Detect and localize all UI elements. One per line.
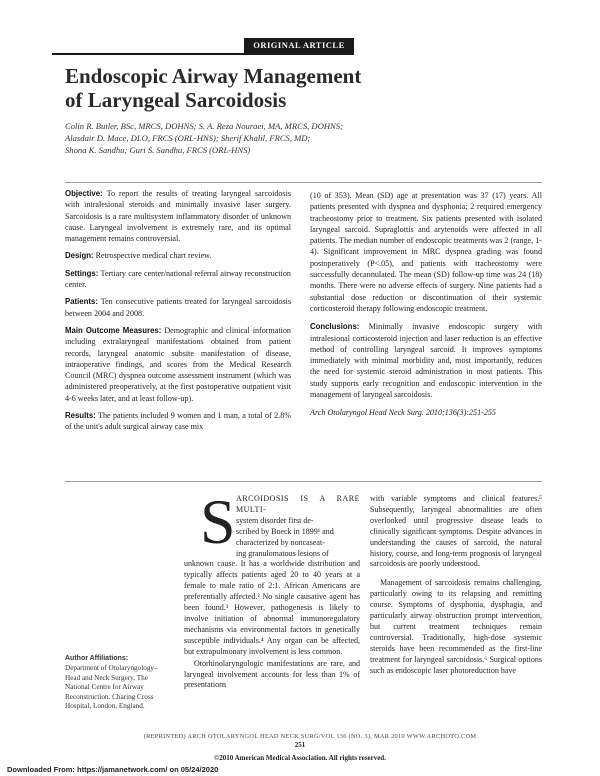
indent-line: system disorder first de- — [236, 515, 314, 525]
abstract-left-column — [65, 188, 291, 439]
title-line: of Laryngeal Sarcoidosis — [65, 88, 287, 112]
conclusions-label: Conclusions: — [310, 322, 360, 332]
objective-label: Objective: — [65, 189, 103, 198]
affiliation-line: Reconstruction, Charing Cross — [65, 692, 154, 701]
body-paragraph: Management of sarcoidosis remains challenging, particularly owing to its relapsing and remitting course. Symptoms of dysphonia, dysphagia, and particularly airway obstruction prompt intervention, but current treatment techniques remain controversial. Traditionally, high-dose systemic steroids have been recommended as the first-line treatment for laryngeal sarcoidosis.⁶ Surgical options such as endoscopic laser photoreduction have — [370, 578, 542, 675]
body-paragraph: Otorhinolaryngologic manifestations are rare, and laryngeal involvement accounts for less than 1% of presentations — [184, 658, 360, 690]
abstract-settings — [65, 268, 291, 291]
header-rule — [52, 53, 354, 55]
affiliation-line: Head and Neck Surgery, The — [65, 673, 148, 682]
abstract-top-rule — [65, 182, 542, 183]
abstract-right-column — [310, 190, 542, 419]
drop-cap: S — [200, 486, 236, 557]
lead-line: ARCOIDOSIS IS A RARE MULTI- — [236, 494, 360, 514]
results-label: Results: — [65, 411, 96, 421]
abstract-conclusions — [310, 321, 542, 400]
article-title — [65, 64, 485, 112]
running-footer: (REPRINTED) ARCH OTOLARYNGOL HEAD NECK SURG/VOL 136 (NO. 3), MAR 2010 WWW.ARCHOTO.COM — [143, 733, 477, 740]
affiliation-line: Hospital, London, England. — [65, 702, 145, 711]
settings-text: Tertiary care center/national referral airway reconstruction center. — [65, 268, 291, 290]
author-affiliations — [65, 654, 177, 711]
body-column-1 — [184, 494, 360, 691]
measures-text: Demographic and clinical information including extralaryngeal manifestations obtained from patient records, laryngeal anatomic subsite manifestation of disease, intraoperative findings, and scores from the Medical Research Council (MRC) dyspnea outcome assessment instrument (which was administered preoperatively, at the first postoperative outpatient visit 4-6 weeks later, and at least follow-up). — [65, 325, 291, 403]
citation: Arch Otolaryngol Head Neck Surg. 2010;136(3):251-255 — [310, 408, 496, 418]
affiliations-heading: Author Affiliations: — [65, 655, 129, 662]
copyright-notice: ©2010 American Medical Association. All rights reserved. — [214, 754, 386, 762]
author-line: Colin R. Butler, BSc, MRCS, DOHNS; S. A. Reza Nouraei, MA, MRCS, DOHNS; — [65, 121, 343, 131]
body-paragraph: with variable symptoms and clinical features.⁵ Subsequently, laryngeal abnormalities are often overlooked until progressive disease leads to clinically significant symptoms. Despite advances in understanding the causes of sarcoid, the natural history, course, and long-term prognosis of laryngeal sarcoidosis are poorly understood. — [370, 494, 542, 569]
author-list — [65, 120, 405, 157]
download-stamp: Downloaded From: https://jamanetwork.com/ on 05/24/2020 — [7, 765, 219, 774]
affiliation-line: National Centre for Airway — [65, 683, 144, 692]
measures-label: Main Outcome Measures: — [65, 325, 162, 335]
affiliation-line: Department of Otolaryngology– — [65, 664, 158, 673]
indent-line: characterized by noncaseat- — [236, 537, 325, 547]
abstract-measures — [65, 325, 291, 404]
abstract-objective — [65, 188, 291, 244]
objective-text: To report the results of treating laryngeal sarcoidosis with intralesional steroids and minimally invasive laser surgery. Sarcoidosis is a rare multisystem inflammatory disorder of unknown cause. Laryngeal involvement is extremely rare, and its optimal management remains controversial. — [65, 189, 291, 244]
page-number: 251 — [294, 741, 306, 749]
conclusions-text: Minimally invasive endoscopic surgery with intralesional corticosteroid injection and laser reduction is an effective method of controlling laryngeal sarcoid. It improves symptoms immediately with minimal morbidity and, most importantly, reduces the need for systemic steroid administration in most patients. This study supports early recognition and endoscopic intervention in the management of laryngeal sarcoidosis. — [310, 322, 542, 400]
abstract-design — [65, 250, 291, 261]
author-line: Shona K. Sandhu; Guri S. Sandhu, FRCS (ORL-HNS) — [65, 145, 251, 156]
design-text: Retrospective medical chart review. — [95, 251, 212, 261]
design-label: Design: — [65, 251, 94, 261]
patients-label: Patients: — [65, 297, 98, 307]
indent-line: ing granulomatous lesions of — [236, 548, 329, 558]
article-type-badge: ORIGINAL ARTICLE — [244, 38, 354, 53]
results-text: The patients included 9 women and 1 man, a total of 2.8% of the unit's adult surgical airway case mix — [65, 411, 291, 432]
results-continued: (10 of 353). Mean (SD) age at presentation was 37 (17) years. All patients presented with dyspnea and dysphonia; 2 required emergency tracheostomy prior to treatment. Six patients presented with isolated laryngeal sarcoid. Supraglottis and arytenoids were affected in all patients. The median number of endoscopic treatments was 2 (range, 1-4). Significant improvement in MRC dyspnea grading was found postoperatively (P<.05), and patients with tracheostomy were successfully decannulated. The mean (SD) follow-up time was 24 (18) months. There were no adverse effects of surgery. Nine patients had a substantial dose reduction or discontinuation of their systemic corticosteroid therapy following endoscopic treatment. — [310, 191, 542, 313]
settings-label: Settings: — [65, 268, 99, 278]
abstract-bottom-rule — [65, 481, 542, 482]
title-line: Endoscopic Airway Management — [65, 64, 362, 88]
author-line: Alasdair D. Mace, DLO, FRCS (ORL-HNS); Sherif Khalil, FRCS, MD; — [65, 133, 311, 144]
body-paragraph: unknown cause. It has a worldwide distribution and typically affects patients aged 20 to 40 years at a female to male ratio of 2:1. African Americans are preferentially affected.² No single causative agent has been found.³ However, pathogenesis is likely to involve initiation of abnormal immunoregulatory mechanisms via environmental factors in genetically susceptible individuals.⁴ Any organ can be affected, but extrapulmonary involvement is less common. — [184, 559, 360, 656]
body-column-2 — [370, 494, 542, 677]
indent-line: scribed by Boeck in 1899¹ and — [236, 526, 334, 536]
abstract-results — [65, 410, 291, 433]
abstract-patients — [65, 296, 291, 319]
patients-text: Ten consecutive patients treated for laryngeal sarcoidosis between 2004 and 2008. — [65, 297, 291, 318]
